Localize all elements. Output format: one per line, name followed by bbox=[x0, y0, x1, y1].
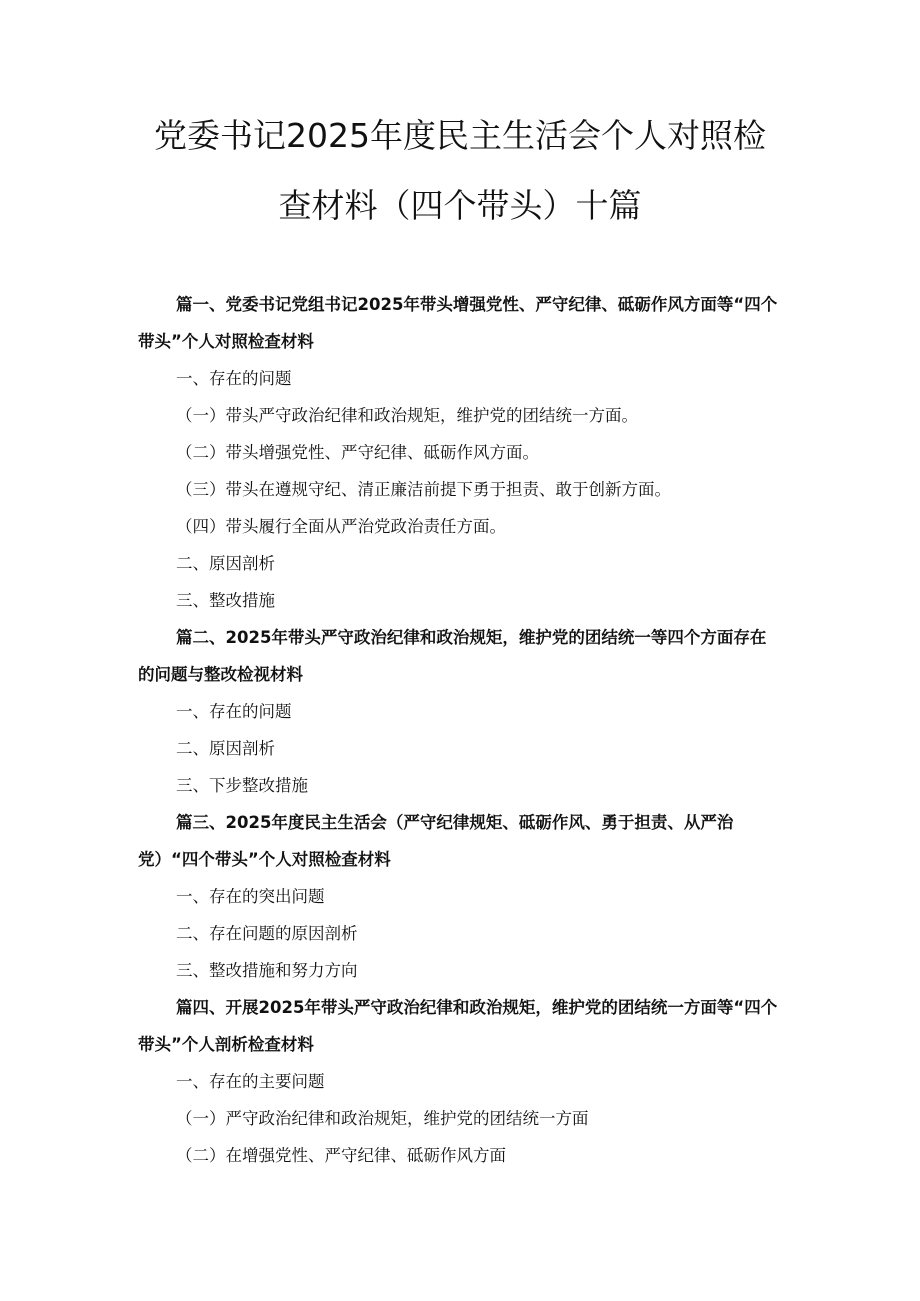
section-item: （三）带头在遵规守纪、清正廉洁前提下勇于担责、敢于创新方面。 bbox=[176, 480, 671, 499]
section-heading: 篇四、开展2025年带头严守政治纪律和政治规矩，维护党的团结统一方面等“四个带头”个人剖析检查材料 bbox=[138, 998, 778, 1054]
document-body bbox=[138, 286, 778, 1174]
section-item: （一）带头严守政治纪律和政治规矩，维护党的团结统一方面。 bbox=[176, 406, 638, 425]
section-heading: 篇二、2025年带头严守政治纪律和政治规矩，维护党的团结统一等四个方面存在的问题与整改检视材料 bbox=[138, 628, 767, 684]
document-title-line-1: 党委书记2025年度民主生活会个人对照检 bbox=[154, 116, 766, 155]
section-item: 一、存在的问题 bbox=[176, 369, 292, 388]
section-item: 二、存在问题的原因剖析 bbox=[176, 924, 358, 943]
section-item: （一）严守政治纪律和政治规矩，维护党的团结统一方面 bbox=[176, 1109, 589, 1128]
section-item: 三、下步整改措施 bbox=[176, 776, 308, 795]
section-item: 三、整改措施 bbox=[176, 591, 275, 610]
section-item: （二）在增强党性、严守纪律、砥砺作风方面 bbox=[176, 1146, 506, 1165]
section-item: （四）带头履行全面从严治党政治责任方面。 bbox=[176, 517, 506, 536]
section-item: 二、原因剖析 bbox=[176, 554, 275, 573]
section-item: 一、存在的突出问题 bbox=[176, 887, 325, 906]
section-item: （二）带头增强党性、严守纪律、砥砺作风方面。 bbox=[176, 443, 539, 462]
section-item: 二、原因剖析 bbox=[176, 739, 275, 758]
section-heading: 篇一、党委书记党组书记2025年带头增强党性、严守纪律、砥砺作风方面等“四个带头”个人对照检查材料 bbox=[138, 295, 778, 351]
document-title-line-2: 查材料（四个带头）十篇 bbox=[278, 186, 642, 225]
section-item: 一、存在的主要问题 bbox=[176, 1072, 325, 1091]
section-item: 三、整改措施和努力方向 bbox=[176, 961, 358, 980]
section-heading: 篇三、2025年度民主生活会（严守纪律规矩、砥砺作风、勇于担责、从严治党）“四个带头”个人对照检查材料 bbox=[138, 813, 734, 869]
section-item: 一、存在的问题 bbox=[176, 702, 292, 721]
